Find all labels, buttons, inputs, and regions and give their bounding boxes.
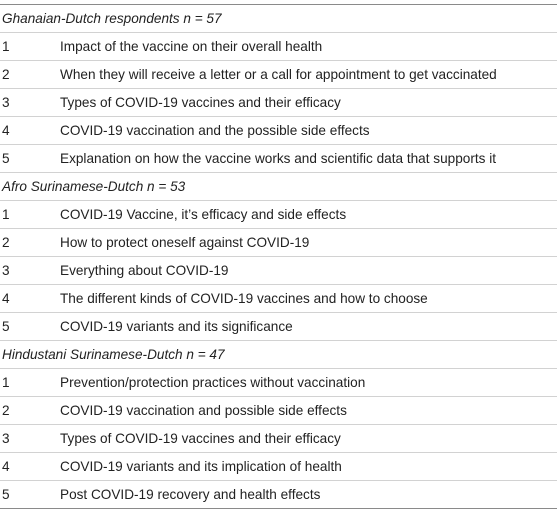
table-row [0, 229, 557, 257]
table-row [0, 425, 557, 453]
group-header: Ghanaian-Dutch respondents n = 57 [0, 5, 557, 33]
group-header: Hindustani Surinamese-Dutch n = 47 [0, 341, 557, 369]
topics-table [0, 4, 557, 509]
row-text: Everything about COVID-19 [60, 263, 229, 278]
row-text: COVID-19 Vaccine, it’s efficacy and side effects [60, 207, 347, 222]
table-row [0, 89, 557, 117]
row-text: Post COVID-19 recovery and health effects [60, 487, 321, 502]
row-text: Explanation on how the vaccine works and scientific data that supports it [60, 151, 497, 166]
row-number: 1 [2, 375, 10, 390]
table-row [0, 397, 557, 425]
row-text: COVID-19 vaccination and possible side effects [60, 403, 347, 418]
group-hindustani-surinamese-dutch [0, 341, 557, 508]
table-row [0, 313, 557, 341]
row-number: 4 [2, 123, 10, 138]
row-number: 5 [2, 319, 10, 334]
table-row [0, 117, 557, 145]
row-number: 1 [2, 39, 10, 54]
row-number: 2 [2, 67, 10, 82]
table-row [0, 201, 557, 229]
row-text: COVID-19 vaccination and the possible side effects [60, 123, 370, 138]
row-number: 2 [2, 403, 10, 418]
table-row [0, 61, 557, 89]
table-row [0, 145, 557, 173]
row-text: Types of COVID-19 vaccines and their efficacy [60, 431, 341, 446]
group-header: Afro Surinamese-Dutch n = 53 [0, 173, 557, 201]
row-number: 1 [2, 207, 10, 222]
group-afro-surinamese-dutch [0, 173, 557, 341]
table-row [0, 285, 557, 313]
row-number: 3 [2, 95, 10, 110]
row-text: When they will receive a letter or a call for appointment to get vaccinated [60, 67, 497, 82]
table-row [0, 369, 557, 397]
row-number: 3 [2, 431, 10, 446]
row-number: 2 [2, 235, 10, 250]
group-ghanaian-dutch [0, 5, 557, 173]
row-number: 5 [2, 151, 10, 166]
row-text: The different kinds of COVID-19 vaccines and how to choose [60, 291, 428, 306]
table-row [0, 257, 557, 285]
row-text: Impact of the vaccine on their overall health [60, 39, 323, 54]
row-text: COVID-19 variants and its significance [60, 319, 293, 334]
row-number: 3 [2, 263, 10, 278]
row-text: How to protect oneself against COVID-19 [60, 235, 310, 250]
row-number: 4 [2, 459, 10, 474]
row-number: 5 [2, 487, 10, 502]
row-text: Types of COVID-19 vaccines and their efficacy [60, 95, 341, 110]
row-text: Prevention/protection practices without vaccination [60, 375, 366, 390]
row-number: 4 [2, 291, 10, 306]
table-row [0, 453, 557, 481]
row-text: COVID-19 variants and its implication of health [60, 459, 342, 474]
table-row [0, 33, 557, 61]
